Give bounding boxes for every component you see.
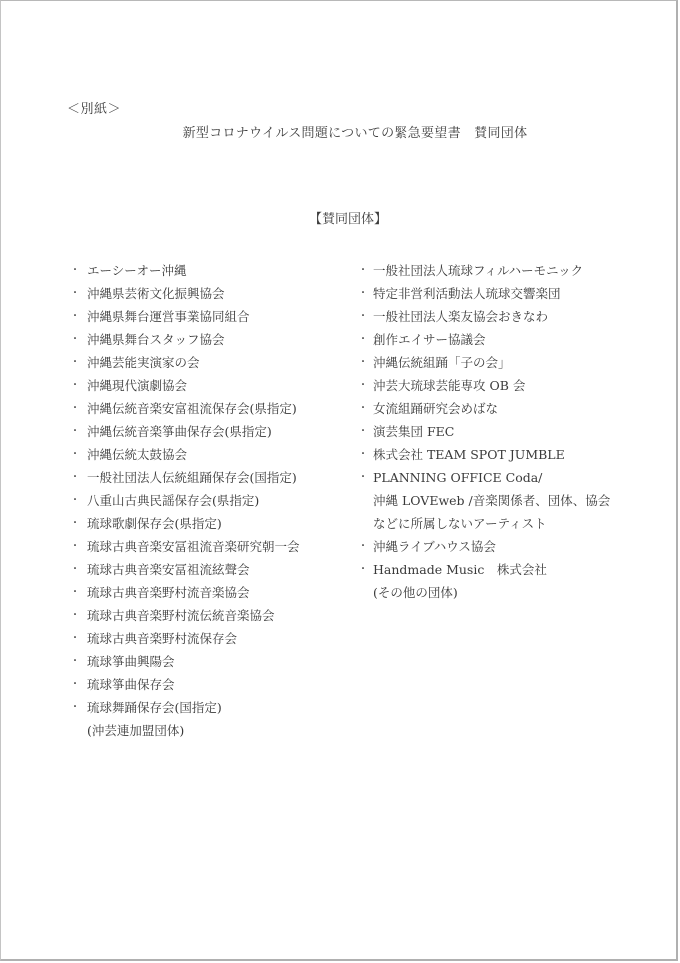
organization-name: 株式会社 TEAM SPOT JUMBLE	[373, 447, 565, 462]
document-title: 新型コロナウイルス問題についての緊急要望書 賛同団体	[182, 126, 528, 141]
organization-name: 琉球箏曲興陽会	[87, 654, 175, 669]
organization-name: 琉球古典音楽野村流伝統音楽協会	[87, 608, 275, 623]
organization-name: 八重山古典民謡保存会(県指定)	[87, 493, 260, 508]
organization-name: 沖縄県芸術文化振興協会	[87, 286, 225, 301]
organization-name: 女流組踊研究会めばな	[373, 401, 499, 416]
bullet-icon: ・	[70, 334, 80, 345]
list-item	[356, 397, 636, 420]
bullet-icon: ・	[358, 311, 368, 322]
list-item	[67, 512, 342, 535]
list-item	[67, 696, 342, 742]
list-item	[356, 535, 636, 558]
bullet-icon: ・	[70, 541, 80, 552]
list-item	[67, 305, 342, 328]
organization-name: 沖縄県舞台スタッフ協会	[87, 332, 225, 347]
list-item	[356, 374, 636, 397]
organization-name: 琉球舞踊保存会(国指定)	[87, 700, 222, 715]
organization-name: Handmade Music 株式会社	[373, 562, 547, 577]
list-item	[67, 489, 342, 512]
list-item	[67, 420, 342, 443]
list-item	[67, 374, 342, 397]
organization-name: 沖縄現代演劇協会	[87, 378, 188, 393]
bullet-icon: ・	[70, 702, 80, 713]
list-item	[67, 397, 342, 420]
bullet-icon: ・	[358, 426, 368, 437]
organization-name: 沖縄芸能実演家の会	[87, 355, 200, 370]
bullet-icon: ・	[70, 380, 80, 391]
bullet-icon: ・	[70, 610, 80, 621]
organization-name: 一般社団法人琉球フィルハーモニック	[373, 263, 584, 278]
list-item	[67, 282, 342, 305]
organization-name: 沖縄伝統音楽安富祖流保存会(県指定)	[87, 401, 297, 416]
organization-name: 沖芸大琉球芸能専攻 OB 会	[373, 378, 526, 393]
bullet-icon: ・	[70, 495, 80, 506]
bullet-icon: ・	[70, 587, 80, 598]
list-item	[356, 443, 636, 466]
bullet-icon: ・	[70, 426, 80, 437]
organization-name: 琉球箏曲保存会	[87, 677, 175, 692]
list-item	[67, 558, 342, 581]
list-item	[356, 351, 636, 374]
bullet-icon: ・	[358, 403, 368, 414]
list-item	[67, 328, 342, 351]
list-item	[356, 558, 636, 604]
organization-name: 創作エイサー協議会	[373, 332, 486, 347]
list-item	[67, 627, 342, 650]
organization-name: 特定非営利活動法人琉球交響楽団	[373, 286, 561, 301]
list-item	[67, 535, 342, 558]
organization-name: などに所属しないアーティスト	[373, 516, 547, 531]
organization-name: (沖芸連加盟団体)	[87, 723, 185, 738]
bullet-icon: ・	[70, 265, 80, 276]
organization-name: 沖縄ライブハウス協会	[373, 539, 496, 554]
list-item	[356, 328, 636, 351]
bullet-icon: ・	[358, 541, 368, 552]
list-item	[67, 351, 342, 374]
bullet-icon: ・	[70, 656, 80, 667]
bullet-icon: ・	[70, 518, 80, 529]
organization-name: 琉球古典音楽安冨祖流絃聲会	[87, 562, 250, 577]
bullet-icon: ・	[358, 449, 368, 460]
bullet-icon: ・	[358, 288, 368, 299]
annex-label: ＜別紙＞	[67, 102, 122, 117]
list-item	[356, 420, 636, 443]
bullet-icon: ・	[358, 472, 368, 483]
bullet-icon: ・	[70, 679, 80, 690]
organization-name: 沖縄伝統組踊「子の会」	[373, 355, 511, 370]
section-heading: 【賛同団体】	[308, 212, 387, 227]
organization-name: 沖縄伝統太鼓協会	[87, 447, 188, 462]
bullet-icon: ・	[358, 265, 368, 276]
list-item	[356, 259, 636, 282]
organization-name: 一般社団法人楽友協会おきなわ	[373, 309, 549, 324]
organization-name: 沖縄県舞台運営事業協同組合	[87, 309, 250, 324]
list-item	[67, 650, 342, 673]
bullet-icon: ・	[358, 564, 368, 575]
list-item	[67, 581, 342, 604]
list-item	[67, 259, 342, 282]
bullet-icon: ・	[70, 403, 80, 414]
list-item	[356, 305, 636, 328]
list-item	[67, 443, 342, 466]
list-item	[356, 282, 636, 305]
bullet-icon: ・	[70, 357, 80, 368]
organization-name: PLANNING OFFICE Coda/	[373, 470, 543, 485]
organization-name: 琉球古典音楽安冨祖流音楽研究朝一会	[87, 539, 300, 554]
bullet-icon: ・	[358, 334, 368, 345]
bullet-icon: ・	[70, 311, 80, 322]
list-item	[67, 604, 342, 627]
supporter-list-right	[356, 259, 636, 604]
bullet-icon: ・	[70, 288, 80, 299]
supporter-list-left	[67, 259, 342, 742]
organization-name: 沖縄 LOVEweb /音楽関係者、団体、協会	[373, 493, 611, 508]
bullet-icon: ・	[70, 564, 80, 575]
bullet-icon: ・	[70, 633, 80, 644]
organization-name: 琉球歌劇保存会(県指定)	[87, 516, 222, 531]
list-item	[356, 466, 636, 535]
organization-name: 琉球古典音楽野村流音楽協会	[87, 585, 250, 600]
organization-name: (その他の団体)	[373, 585, 458, 600]
organization-name: 演芸集団 FEC	[373, 424, 455, 439]
bullet-icon: ・	[70, 449, 80, 460]
organization-name: 琉球古典音楽野村流保存会	[87, 631, 238, 646]
bullet-icon: ・	[70, 472, 80, 483]
list-item	[67, 466, 342, 489]
organization-name: 沖縄伝統音楽箏曲保存会(県指定)	[87, 424, 272, 439]
bullet-icon: ・	[358, 357, 368, 368]
bullet-icon: ・	[358, 380, 368, 391]
organization-name: エーシーオー沖縄	[87, 263, 187, 278]
organization-name: 一般社団法人伝統組踊保存会(国指定)	[87, 470, 297, 485]
list-item	[67, 673, 342, 696]
